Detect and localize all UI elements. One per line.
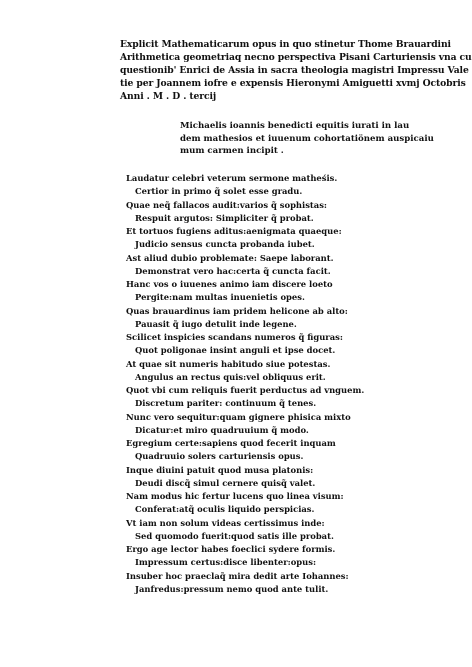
colophon — [120, 38, 472, 103]
poem-line: Quas brauardinus iam pridem helicone ab alto: — [126, 305, 348, 316]
poem-line: Vt iam non solum videas certissimus inde: — [126, 517, 325, 528]
poem-line: Nunc vero sequitur:quam gignere phisica mixto — [126, 411, 351, 422]
heading-line: dem mathesios et iuuenum cohortatiönem auspicaiu — [180, 133, 434, 144]
poem-line: Certior in primo q̃ solet esse gradu. — [135, 186, 303, 197]
poem-line: Pauasit q̃ iugo detulit inde legene. — [135, 318, 297, 329]
poem-line: Deudi discq̃ simul cernere quisq̃ valet. — [135, 477, 316, 488]
colophon-line: Arithmetica geometriaq necno perspectiva Pisani Carturiensis vna cu — [120, 52, 472, 63]
poem-line: Dicatur:et miro quadruuium q̃ modo. — [135, 424, 309, 435]
poem-line: Janfredus:pressum nemo quod ante tulit. — [135, 583, 329, 594]
poem-line: Demonstrat vero hac:certa q̃ cuncta facit. — [135, 265, 331, 276]
poem-line: Scilicet inspicies scandans numeros q̃ figuras: — [126, 332, 343, 342]
poem-line: Quot vbi cum reliquis fuerit perductus ad vnguem. — [126, 385, 365, 395]
poem-line: Respuit argutos: Simpliciter q̃ probat. — [135, 212, 314, 223]
poem-line: Quae neq̃ fallacos audit:varios q̃ sophistas: — [126, 199, 328, 210]
poem-line: Egregium certe:sapiens quod fecerit inquam — [126, 438, 336, 448]
colophon-line: tie per Joannem iofre e expensis Hieronymi Amiguetti xvmj Octobris — [120, 78, 466, 89]
poem-line: Quot poligonae insint anguli et ipse docet. — [135, 345, 336, 356]
poem-line: Quadruuio solers carturiensis opus. — [135, 451, 304, 462]
colophon-line: questionib' Enrici de Assia in sacra theologia magistri Impressu Vale — [120, 65, 469, 76]
poem — [126, 172, 376, 596]
poem-line: Angulus an rectus quis:vel obliquus erit. — [135, 371, 326, 382]
poem-line: Insuber hoc praeclaq̃ mira dedit arte Iohannes: — [126, 570, 349, 581]
poem-line: Et tortuos fugiens aditus:aenigmata quaeque: — [126, 226, 342, 236]
poem-line: Hanc vos o iuuenes animo iam discere loeto — [126, 279, 333, 289]
colophon-line: Anni . M . D . tercij — [120, 91, 217, 102]
poem-line: Discretum pariter: continuum q̃ tenes. — [135, 398, 317, 409]
colophon-line: Explicit Mathematicarum opus in quo stinetur Thome Brauardini — [120, 39, 451, 50]
poem-line: Conferat:atq̃ oculis liquido perspicias. — [135, 504, 315, 515]
poem-line: Sed quomodo fuerit:quod satis ille probat. — [135, 530, 334, 541]
poem-line: Nam modus hic fertur lucens quo linea visum: — [126, 491, 344, 501]
poem-line: At quae sit numeris habitudo siue potestas. — [126, 358, 331, 369]
poem-line: Ergo age lector habes foeclici sydere formis. — [126, 544, 336, 554]
poem-heading — [180, 120, 434, 158]
poem-line: Ast aliud dubio problemate: Saepe laborant. — [126, 252, 334, 263]
heading-line: Michaelis ioannis benedicti equitis iurati in lau — [180, 121, 410, 131]
poem-line: Inque diuini patuit quod musa platonis: — [126, 464, 314, 475]
poem-line: Pergite:nam multas inuenietis opes. — [135, 292, 305, 303]
heading-line: mum carmen incipit . — [180, 146, 284, 156]
poem-line: Judicio sensus cuncta probanda iubet. — [135, 239, 315, 250]
poem-line: Laudatur celebri veterum sermone matheśis. — [126, 173, 338, 183]
poem-line: Impressum certus:disce libenter:opus: — [135, 557, 317, 568]
